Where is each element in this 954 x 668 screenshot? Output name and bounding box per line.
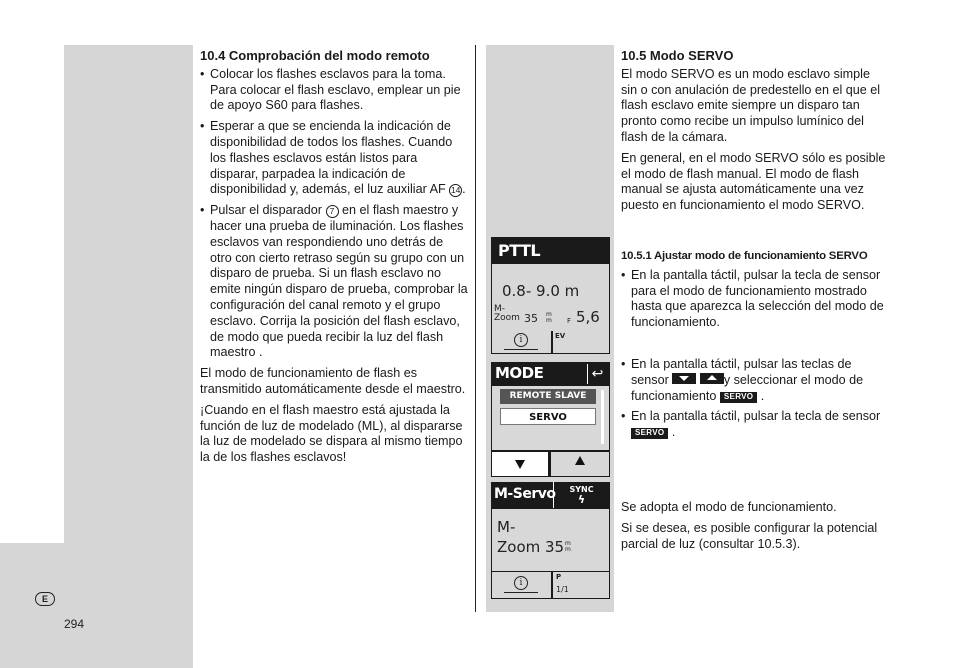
up-arrow-icon xyxy=(575,456,585,465)
language-badge: E xyxy=(35,592,55,606)
paragraph: El modo SERVO es un modo esclavo simple sin o con anulación de predestello en el que el flash esclavo emite siempre un disparo tan pronto como recibe un impulso lumínico del flash de la cámara. xyxy=(621,66,881,144)
up-arrow-key-icon xyxy=(700,373,724,384)
list-item: • Colocar los flashes esclavos para la toma. Para colocar el flash esclavo, emplear un pie de apoyo S60 para flashes. xyxy=(200,67,468,114)
info-key[interactable] xyxy=(492,331,551,353)
ref-number-7: 7 xyxy=(326,205,339,218)
paragraph: ¡Cuando en el flash maestro está ajustada la función de luz de modelado (ML), al dispararse la luz de modelado se dispara al mismo tiempo la de los flashes esclavos! xyxy=(200,402,463,465)
list-item: • Pulsar el disparador 7 en el flash maestro y hacer una prueba de iluminación. Los flashes esclavos van respondiendo uno detrás de otro con cierto retraso según su grupo con un disparo de prueba. Si un flash esclavo no emite ningún disparo de prueba, comprobar la configuración del canal remoto y el grupo esclavo. Corrija la posición del flash esclavo, de modo que pueda recibir la luz del flash maestro . xyxy=(200,203,468,361)
column-divider xyxy=(475,45,476,612)
ref-number-14: 14 xyxy=(450,185,461,196)
sync-key[interactable]: SYNC ϟ xyxy=(553,482,609,508)
paragraph: El modo de funcionamiento de flash es transmitido automáticamente desde el maestro. xyxy=(200,366,466,396)
right-text-result xyxy=(621,500,887,557)
display-footer xyxy=(492,331,609,353)
display-footer xyxy=(492,572,609,598)
manual-label: M- xyxy=(497,518,516,536)
left-margin-band xyxy=(0,543,64,668)
right-text-steps xyxy=(621,357,887,446)
paragraph: En general, en el modo SERVO sólo es posible el modo de flash manual. El modo de flash manual se ajusta automáticamente una vez puesto en funcionamiento el modo SERVO. xyxy=(621,150,886,213)
right-text-subsection xyxy=(621,249,887,336)
left-column-band xyxy=(64,45,193,668)
list-item: • En la pantalla táctil, pulsar las teclas de sensor y seleccionar el modo de funcionamiento SERVO . xyxy=(621,357,887,404)
right-text-column xyxy=(621,48,887,219)
aperture-value: 5,6 xyxy=(576,308,600,326)
mm-unit: m m xyxy=(546,311,552,324)
list-item: • En la pantalla táctil, pulsar la tecla de sensor para el modo de funcionamiento mostrado hasta que aparezca la selección del modo de funcionamiento. xyxy=(621,268,887,331)
scroll-down-button[interactable] xyxy=(492,452,548,476)
mode-title: MODE xyxy=(495,364,544,382)
info-icon: i xyxy=(514,576,528,590)
section-heading-10-5: 10.5 Modo SERVO xyxy=(621,48,734,63)
servo-key-chip: SERVO xyxy=(631,428,668,439)
down-arrow-icon xyxy=(515,460,525,469)
aperture-label: F xyxy=(567,317,572,325)
section-heading-10-4: 10.4 Comprobación del modo remoto xyxy=(200,48,430,63)
lightning-icon: ϟ xyxy=(577,493,586,506)
subsection-heading-10-5-1: 10.5.1 Ajustar modo de funcionamiento SERVO xyxy=(621,250,868,262)
scrollbar[interactable] xyxy=(601,390,604,444)
range-readout: 0.8- 9.0 m xyxy=(502,282,580,300)
flash-display-mode-select xyxy=(491,362,610,477)
zoom-readout: Zoom 35 xyxy=(497,538,565,556)
mode-header[interactable]: PTTL xyxy=(492,238,609,264)
paragraph: Si se desea, es posible configurar la potencial parcial de luz (consultar 10.5.3). xyxy=(621,520,878,551)
down-arrow-key-icon xyxy=(672,373,696,384)
flash-display-pttl xyxy=(491,237,610,354)
info-key[interactable] xyxy=(492,572,551,598)
scroll-up-button[interactable] xyxy=(551,452,609,476)
info-icon: i xyxy=(514,333,528,347)
mode-header[interactable]: M-Servo xyxy=(494,486,556,502)
mode-option-remote-slave[interactable]: REMOTE SLAVE xyxy=(500,389,596,404)
paragraph: Se adopta el modo de funcionamiento. xyxy=(621,500,837,514)
power-label: P xyxy=(556,573,562,581)
zoom-mode-label: M- Zoom xyxy=(494,304,520,323)
list-item: • Esperar a que se encienda la indicación de disponibilidad de todos los flashes. Cuando los flashes esclavos están listos para disparar, parpadea la indicación de disponibilidad y, además, el luz auxiliar AF 14 . xyxy=(200,119,468,198)
display-body xyxy=(492,509,609,571)
power-fraction: 1/1 xyxy=(556,585,569,594)
ev-key[interactable] xyxy=(553,331,609,353)
mode-list xyxy=(492,386,609,450)
servo-key-chip: SERVO xyxy=(720,392,757,403)
list-item: • En la pantalla táctil, pulsar la tecla de sensor SERVO . xyxy=(621,409,887,441)
mm-unit: m m xyxy=(565,540,571,553)
mode-option-servo[interactable]: SERVO xyxy=(500,408,596,425)
power-key[interactable] xyxy=(553,572,609,598)
underline xyxy=(504,592,538,593)
ev-label: EV xyxy=(555,332,566,340)
underline xyxy=(504,349,538,350)
zoom-value: 35 xyxy=(524,312,538,325)
page-number: 294 xyxy=(64,617,85,631)
back-icon[interactable]: ↩ xyxy=(587,364,607,384)
left-text-column xyxy=(200,48,468,471)
flash-display-m-servo xyxy=(491,482,610,599)
display-body xyxy=(492,264,609,331)
